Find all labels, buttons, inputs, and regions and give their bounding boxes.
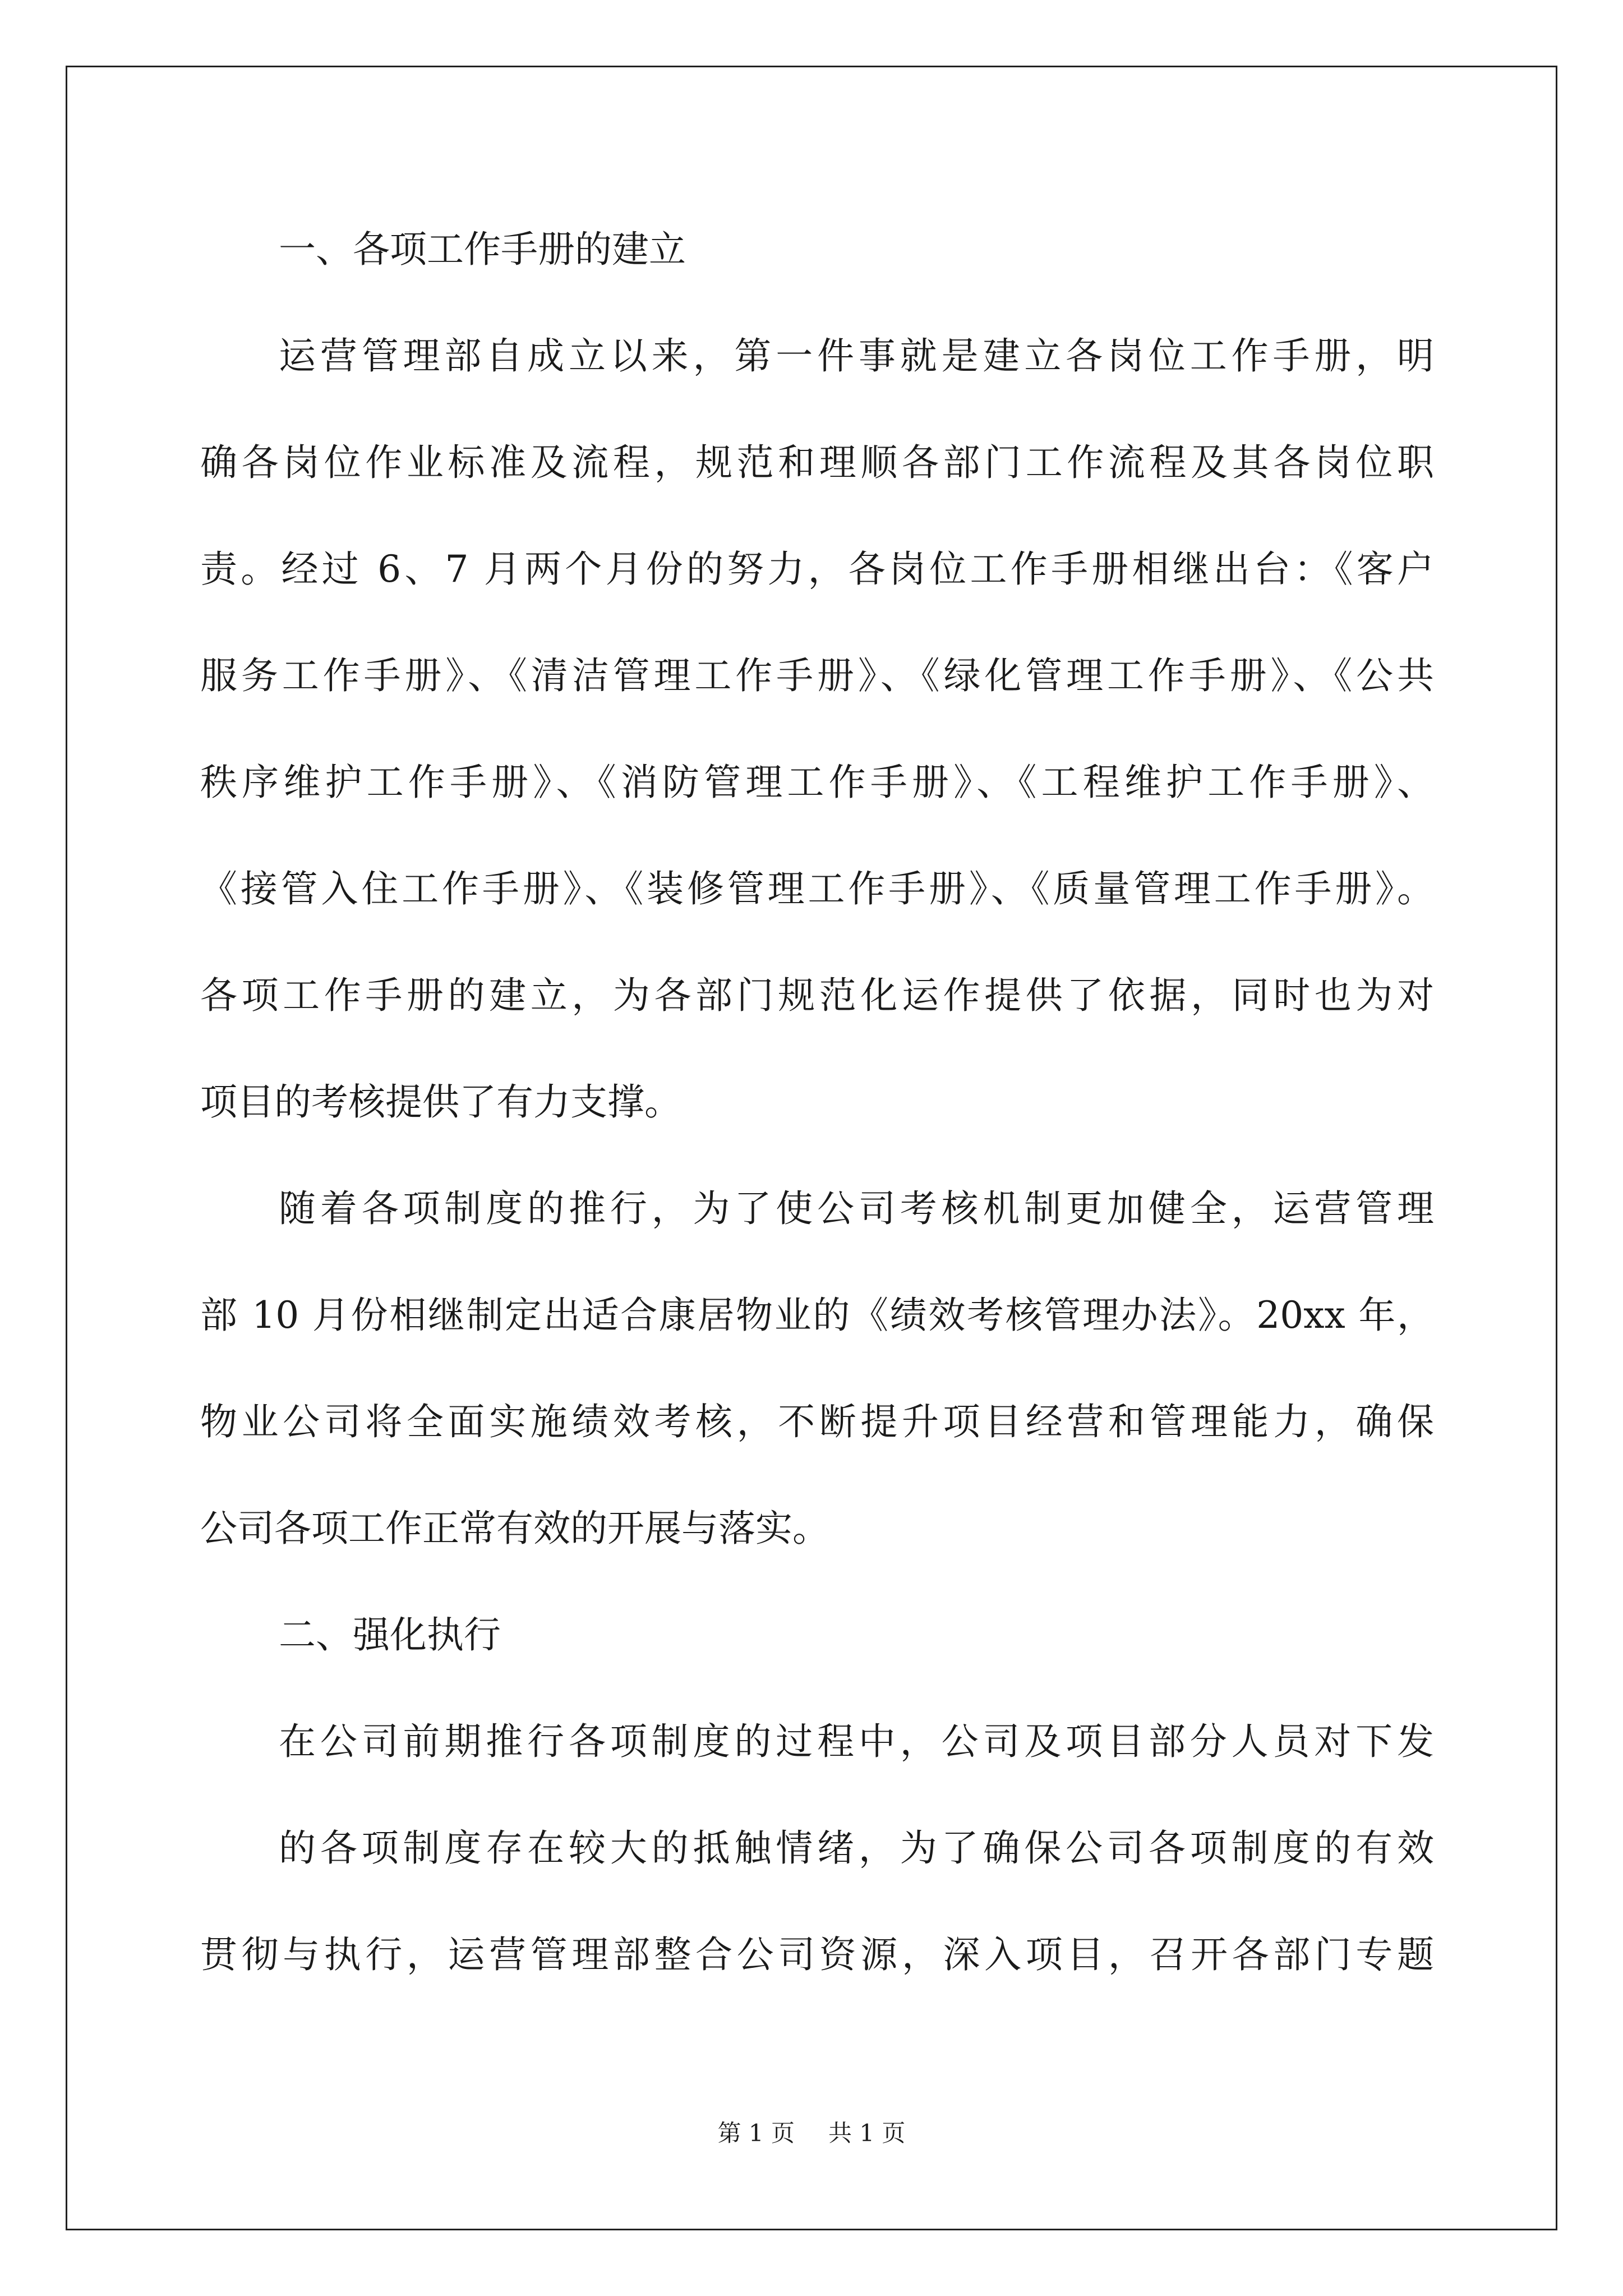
paragraph-line: 各项工作手册的建立，为各部门规范化运作提供了依据，同时也为对 bbox=[200, 974, 1434, 1017]
page-total: 共 1 页 bbox=[828, 2119, 906, 2147]
paragraph-line: 确各岗位作业标准及流程，规范和理顺各部门工作流程及其各岗位职 bbox=[200, 441, 1434, 484]
paragraph-line: 的各项制度存在较大的抵触情绪，为了确保公司各项制度的有效 bbox=[279, 1826, 1434, 1870]
paragraph-line: 责。经过 6、7 月两个月份的努力，各岗位工作手册相继出台：《客户 bbox=[200, 547, 1434, 591]
section-heading-1: 一、各项工作手册的建立 bbox=[279, 228, 686, 271]
paragraph-line: 贯彻与执行，运营管理部整合公司资源，深入项目，召开各部门专题 bbox=[200, 1933, 1434, 1976]
page-border bbox=[66, 66, 1557, 2230]
paragraph-line: 运营管理部自成立以来，第一件事就是建立各岗位工作手册，明 bbox=[279, 334, 1434, 378]
page-footer bbox=[0, 2119, 1623, 2147]
section-heading-2: 二、强化执行 bbox=[279, 1613, 501, 1657]
paragraph-line: 随着各项制度的推行，为了使公司考核机制更加健全，运营管理 bbox=[279, 1187, 1434, 1230]
paragraph-line: 服务工作手册》、《清洁管理工作手册》、《绿化管理工作手册》、《公共 bbox=[200, 654, 1434, 697]
paragraph-line: 物业公司将全面实施绩效考核，不断提升项目经营和管理能力，确保 bbox=[200, 1400, 1434, 1443]
paragraph-line: 项目的考核提供了有力支撑。 bbox=[200, 1080, 681, 1124]
paragraph-line: 在公司前期推行各项制度的过程中，公司及项目部分人员对下发 bbox=[279, 1720, 1434, 1763]
paragraph-line: 《接管入住工作手册》、《装修管理工作手册》、《质量管理工作手册》。 bbox=[200, 867, 1434, 910]
paragraph-line: 秩序维护工作手册》、《消防管理工作手册》、《工程维护工作手册》、 bbox=[200, 761, 1434, 804]
paragraph-line: 部 10 月份相继制定出适合康居物业的《绩效考核管理办法》。20xx 年， bbox=[200, 1294, 1434, 1337]
paragraph-line: 公司各项工作正常有效的开展与落实。 bbox=[200, 1507, 829, 1550]
page-number: 第 1 页 bbox=[717, 2119, 795, 2147]
